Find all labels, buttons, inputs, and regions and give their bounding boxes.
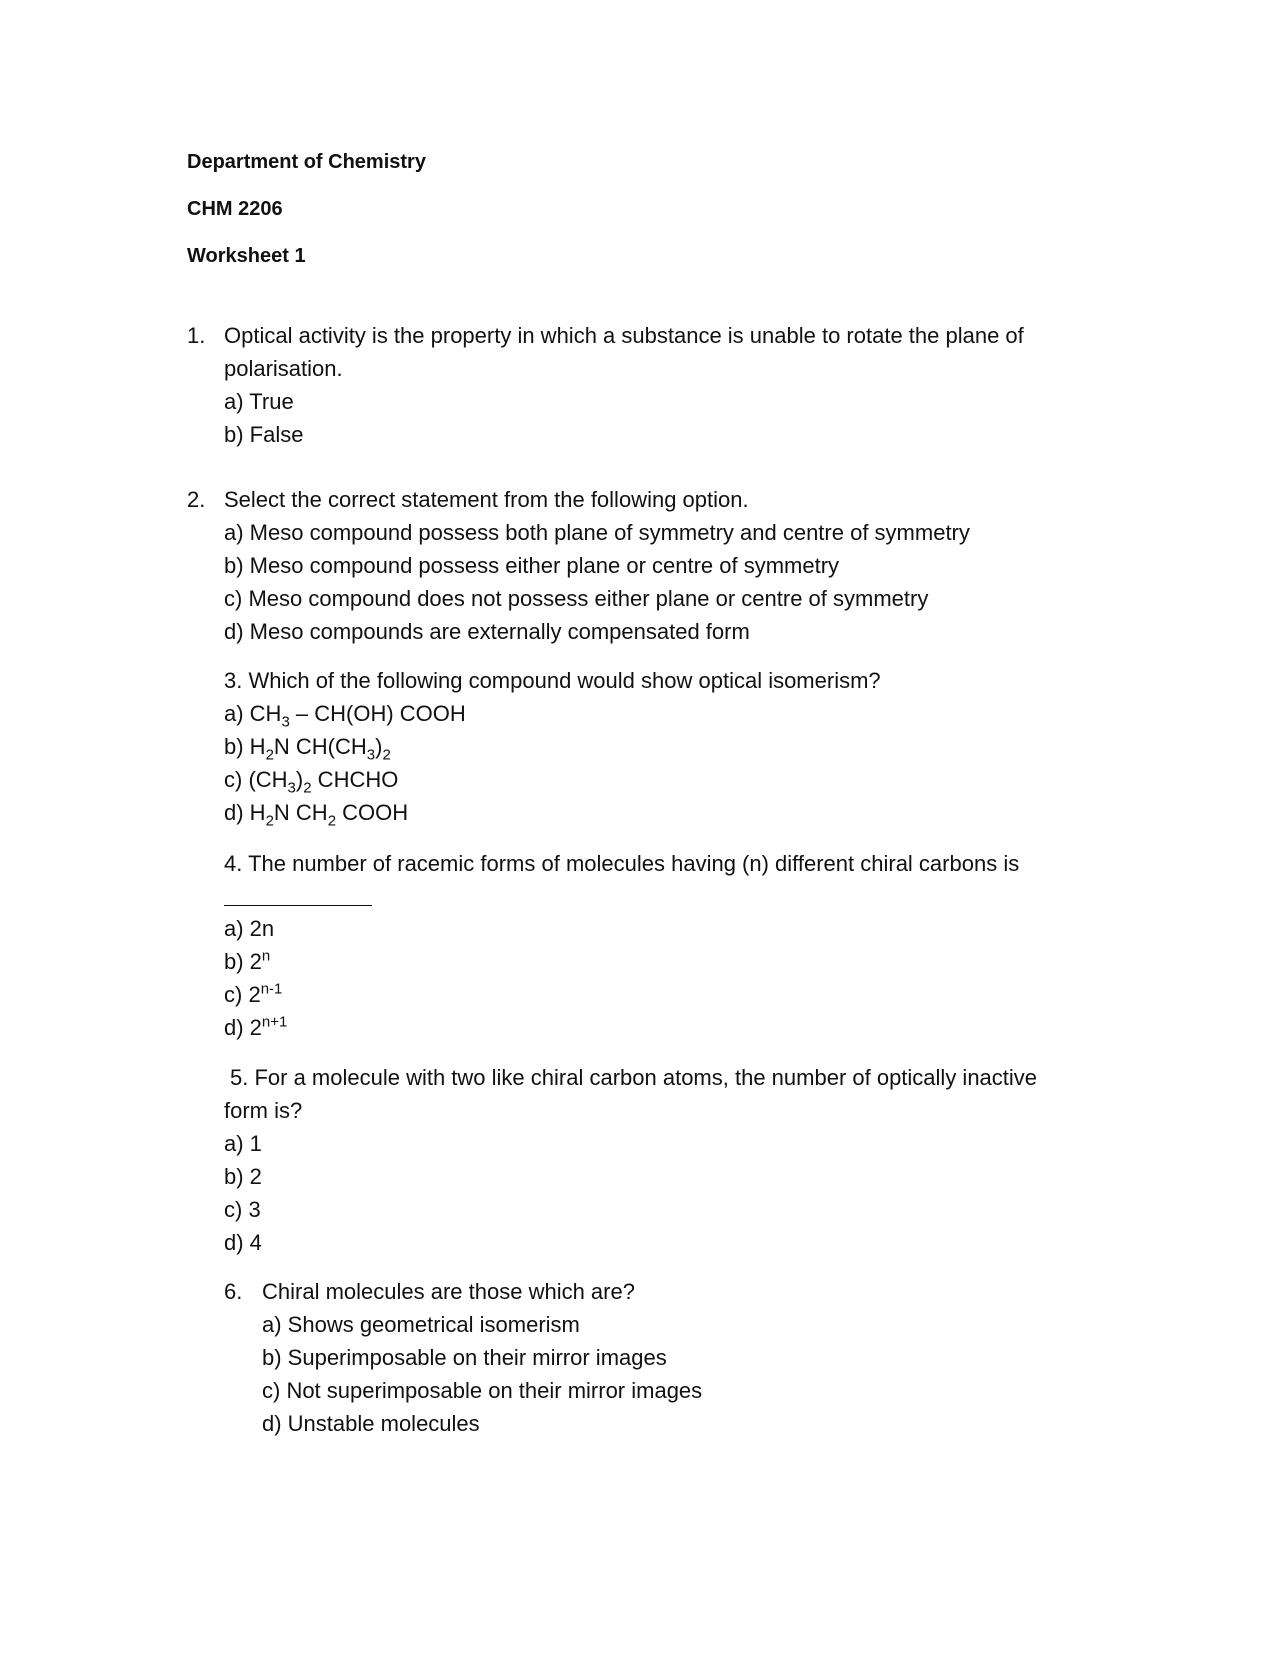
course-code: CHM 2206 xyxy=(187,198,283,220)
department-title: Department of Chemistry xyxy=(187,151,426,173)
option-b: b) 2$^n$ xyxy=(224,947,271,974)
option-b: b) $H_2N$ $CH(CH_3)_2$ xyxy=(224,734,391,764)
question-text: Select the correct statement from the following option. xyxy=(224,487,749,512)
question-text: 5. For a molecule with two like chiral carbon atoms, the number of optically inactive xyxy=(230,1065,1038,1090)
option-a: a) Shows geometrical isomerism xyxy=(262,1312,580,1337)
question-text: 4. The number of racemic forms of molecules having (n) different chiral carbons is xyxy=(224,851,1020,876)
option-a: a) Meso compound possess both plane of symmetry and centre of symmetry xyxy=(224,520,970,545)
option-b: b) Meso compound possess either plane or centre of symmetry xyxy=(224,553,840,578)
question-text: Optical activity is the property in which a substance is unable to rotate the plane of xyxy=(224,323,1024,348)
question-number: 2. xyxy=(187,487,206,512)
question-number: 6. xyxy=(224,1279,243,1304)
option-c: c) 3 xyxy=(224,1197,261,1222)
option-c: c) $(CH_3)_2$ CHCHO xyxy=(224,767,399,797)
option-d: d) 4 xyxy=(224,1230,262,1255)
question-text-continued: polarisation. xyxy=(224,356,343,381)
option-b: b) 2 xyxy=(224,1164,262,1189)
option-b: b) False xyxy=(224,422,304,447)
option-c: c) Not superimposable on their mirror images xyxy=(262,1378,703,1403)
worksheet-title: Worksheet 1 xyxy=(187,245,306,267)
option-b: b) Superimposable on their mirror images xyxy=(262,1345,667,1370)
option-d: d) $H_2N$ $CH_2$ COOH xyxy=(224,800,409,830)
answer-blank-line xyxy=(224,905,372,906)
option-a: a) 2n xyxy=(224,916,275,941)
option-c: c) Meso compound does not possess either plane or centre of symmetry xyxy=(224,586,929,611)
option-a: a) True xyxy=(224,389,294,414)
question-number: 1. xyxy=(187,323,206,348)
option-d: d) Meso compounds are externally compensated form xyxy=(224,619,750,644)
question-text: 3. Which of the following compound would show optical isomerism? xyxy=(224,668,881,693)
option-d: d) Unstable molecules xyxy=(262,1411,480,1436)
option-c: c) 2$^{n-1}$ xyxy=(224,980,283,1007)
option-a: a) 1 xyxy=(224,1131,262,1156)
option-a: a) $CH_3 - CH(OH)$ COOH xyxy=(224,701,466,731)
question-text: Chiral molecules are those which are? xyxy=(262,1279,635,1304)
question-text-continued: form is? xyxy=(224,1098,303,1123)
option-d: d) $2^{n+1}$ xyxy=(224,1013,288,1040)
